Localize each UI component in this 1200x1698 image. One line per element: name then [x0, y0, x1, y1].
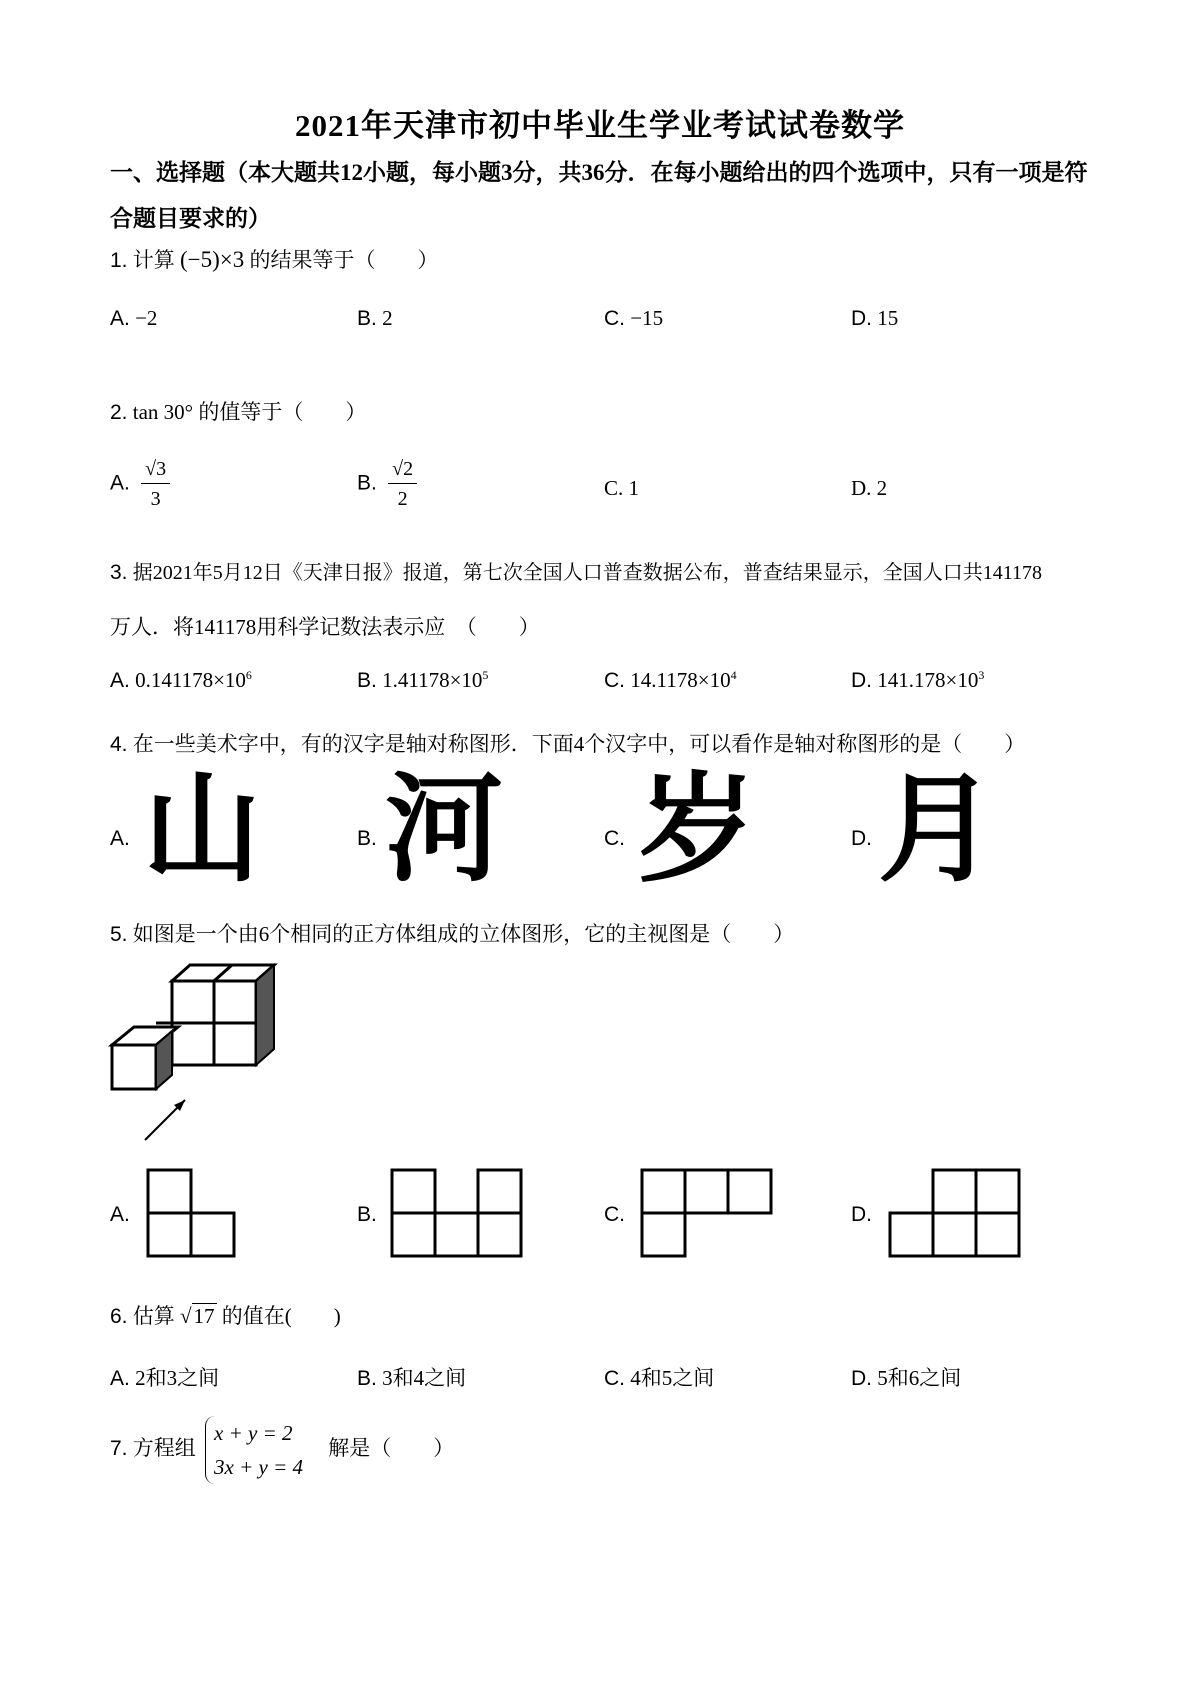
q4-option-c[interactable]: C. — [604, 827, 625, 850]
fraction: $\frac{√2}{2}$ — [388, 458, 417, 511]
q5-option-a[interactable]: A. — [110, 1203, 130, 1226]
view-c-figure — [640, 1168, 775, 1260]
sqrt-expression: √17 — [180, 1304, 215, 1328]
question-3-line-2: 万人．将141178用科学记数法表示应 （ ） — [110, 615, 540, 639]
question-7: 7. 方程组 x + y = 2 3x + y = 4 解是（ ） — [110, 1416, 454, 1484]
q6-option-c[interactable]: C. 4和5之间 — [604, 1366, 715, 1390]
math-expression: tan 30° — [132, 400, 194, 424]
q6-option-d[interactable]: D. 5和6之间 — [851, 1366, 962, 1390]
q2-option-b[interactable]: B. $\frac{√2}{2}$ — [357, 458, 417, 511]
view-d-figure — [888, 1168, 1023, 1260]
q3-option-d[interactable]: D. $141.178\times 10^3$ — [851, 668, 985, 692]
character-sui: 岁 — [638, 760, 757, 898]
q1-option-c[interactable]: C. −15 — [604, 306, 664, 330]
equation-system: x + y = 2 3x + y = 4 — [205, 1416, 303, 1484]
q3-option-c[interactable]: C. $14.1178\times 10^4$ — [604, 668, 737, 692]
question-number: 3. — [110, 561, 128, 584]
q1-option-b[interactable]: B. 2 — [357, 306, 393, 330]
q5-option-b[interactable]: B. — [357, 1203, 377, 1226]
q6-option-a[interactable]: A. 2和3之间 — [110, 1366, 220, 1390]
q1-option-a[interactable]: A. −2 — [110, 306, 158, 330]
q5-option-c[interactable]: C. — [604, 1203, 625, 1226]
q2-option-a[interactable]: A. $\frac{√3}{3}$ — [110, 458, 170, 511]
section-heading: 一、选择题（本大题共12小题，每小题3分，共36分．在每小题给出的四个选项中，只有一项是符合题目要求的） — [110, 160, 1088, 231]
character-yue: 月 — [878, 760, 997, 898]
question-6: 6. 估算 √17 的值在( ) — [110, 1304, 341, 1328]
view-b-figure — [390, 1168, 525, 1260]
q4-option-d[interactable]: D. — [851, 827, 872, 850]
q4-option-a[interactable]: A. — [110, 827, 130, 850]
q2-option-d[interactable]: D. 2 — [851, 476, 888, 500]
q4-option-b[interactable]: B. — [357, 827, 377, 850]
q3-option-b[interactable]: B. $1.41178\times 10^5$ — [357, 668, 489, 692]
exam-title: 2021年天津市初中毕业生学业考试试卷数学 — [295, 108, 905, 143]
question-number: 4. — [110, 733, 128, 756]
question-number: 6. — [110, 1305, 128, 1328]
question-number: 2. — [110, 401, 128, 424]
question-3-line-1: 3. 据2021年5月12日《天津日报》报道，第七次全国人口普查数据公布，普查结果显示，全国人口共141178 — [110, 561, 1043, 584]
q6-option-b[interactable]: B. 3和4之间 — [357, 1366, 467, 1390]
q5-option-d[interactable]: D. — [851, 1203, 872, 1226]
question-5: 5. 如图是一个由6个相同的正方体组成的立体图形，它的主视图是（ ） — [110, 922, 795, 946]
character-shan: 山 — [143, 760, 262, 898]
q3-option-a[interactable]: A. $0.141178\times 10^6$ — [110, 668, 252, 692]
question-number: 5. — [110, 923, 128, 946]
question-number: 1. — [110, 249, 128, 272]
question-1: 1. 计算 (−5)×3 的结果等于（ ） — [110, 247, 439, 272]
question-2: 2. tan 30° 的值等于（ ） — [110, 400, 367, 424]
q2-option-c[interactable]: C. 1 — [604, 476, 640, 500]
cube-solid-figure — [100, 965, 290, 1145]
math-expression: (−5)×3 — [180, 247, 245, 272]
question-4: 4. 在一些美术字中，有的汉字是轴对称图形．下面4个汉字中，可以看作是轴对称图形的是（ ） — [110, 732, 1026, 756]
q1-option-d[interactable]: D. 15 — [851, 306, 899, 330]
view-a-figure — [146, 1168, 236, 1260]
fraction: $\frac{√3}{3}$ — [141, 458, 170, 511]
character-he: 河 — [385, 760, 504, 898]
question-number: 7. — [110, 1436, 128, 1460]
